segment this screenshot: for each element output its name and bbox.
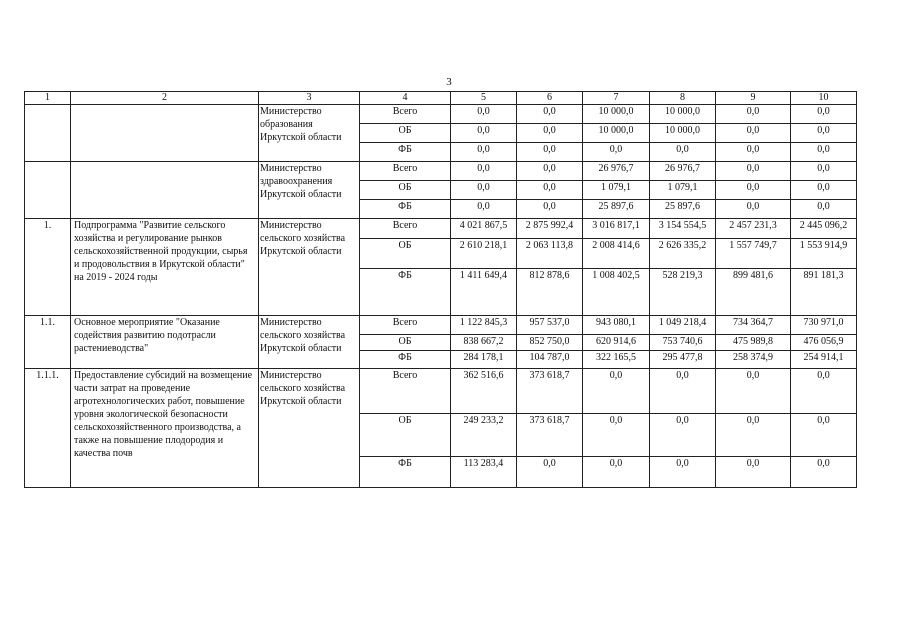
amount-cell: 0,0 xyxy=(716,143,791,162)
amount-cell: 943 080,1 xyxy=(583,316,650,335)
item-number xyxy=(25,162,71,219)
header-cell: 2 xyxy=(71,92,259,105)
amount-cell: 0,0 xyxy=(650,457,716,488)
funding-source: Всего xyxy=(360,105,451,124)
amount-cell: 0,0 xyxy=(451,200,517,219)
amount-cell: 25 897,6 xyxy=(583,200,650,219)
amount-cell: 0,0 xyxy=(451,124,517,143)
amount-cell: 0,0 xyxy=(791,105,857,124)
amount-cell: 0,0 xyxy=(517,105,583,124)
amount-cell: 0,0 xyxy=(791,414,857,457)
amount-cell: 2 063 113,8 xyxy=(517,239,583,269)
header-cell: 6 xyxy=(517,92,583,105)
funding-source: ОБ xyxy=(360,414,451,457)
amount-cell: 734 364,7 xyxy=(716,316,791,335)
amount-cell: 2 610 218,1 xyxy=(451,239,517,269)
amount-cell: 1 079,1 xyxy=(583,181,650,200)
amount-cell: 104 787,0 xyxy=(517,351,583,369)
item-name: Основное мероприятие "Оказание содействия развитию подотрасли растениеводства" xyxy=(71,316,259,369)
amount-cell: 812 878,6 xyxy=(517,269,583,316)
funding-source: Всего xyxy=(360,219,451,239)
funding-source: Всего xyxy=(360,369,451,414)
funding-source: ФБ xyxy=(360,351,451,369)
item-number: 1. xyxy=(25,219,71,316)
amount-cell: 899 481,6 xyxy=(716,269,791,316)
amount-cell: 0,0 xyxy=(716,200,791,219)
amount-cell: 0,0 xyxy=(791,124,857,143)
amount-cell: 0,0 xyxy=(650,369,716,414)
amount-cell: 0,0 xyxy=(716,105,791,124)
amount-cell: 322 165,5 xyxy=(583,351,650,369)
executor: Министерство здравоохранения Иркутской области xyxy=(259,162,360,219)
funding-source: ФБ xyxy=(360,143,451,162)
funding-source: Всего xyxy=(360,162,451,181)
amount-cell: 1 079,1 xyxy=(650,181,716,200)
amount-cell: 1 553 914,9 xyxy=(791,239,857,269)
header-cell: 8 xyxy=(650,92,716,105)
amount-cell: 113 283,4 xyxy=(451,457,517,488)
amount-cell: 0,0 xyxy=(517,200,583,219)
amount-cell: 620 914,6 xyxy=(583,335,650,351)
header-cell: 3 xyxy=(259,92,360,105)
amount-cell: 0,0 xyxy=(451,105,517,124)
amount-cell: 0,0 xyxy=(716,124,791,143)
amount-cell: 3 154 554,5 xyxy=(650,219,716,239)
header-cell: 9 xyxy=(716,92,791,105)
amount-cell: 4 021 867,5 xyxy=(451,219,517,239)
table-row xyxy=(25,105,857,124)
amount-cell: 295 477,8 xyxy=(650,351,716,369)
funding-source: ОБ xyxy=(360,181,451,200)
header-cell: 1 xyxy=(25,92,71,105)
item-name xyxy=(71,162,259,219)
amount-cell: 3 016 817,1 xyxy=(583,219,650,239)
amount-cell: 1 008 402,5 xyxy=(583,269,650,316)
amount-cell: 753 740,6 xyxy=(650,335,716,351)
amount-cell: 0,0 xyxy=(451,143,517,162)
amount-cell: 1 411 649,4 xyxy=(451,269,517,316)
header-cell: 5 xyxy=(451,92,517,105)
amount-cell: 2 008 414,6 xyxy=(583,239,650,269)
amount-cell: 1 557 749,7 xyxy=(716,239,791,269)
amount-cell: 373 618,7 xyxy=(517,414,583,457)
executor: Министерство сельского хозяйства Иркутской области xyxy=(259,316,360,369)
item-name xyxy=(71,105,259,162)
header-cell: 4 xyxy=(360,92,451,105)
amount-cell: 0,0 xyxy=(716,162,791,181)
amount-cell: 10 000,0 xyxy=(650,105,716,124)
amount-cell: 1 122 845,3 xyxy=(451,316,517,335)
funding-source: ОБ xyxy=(360,239,451,269)
amount-cell: 249 233,2 xyxy=(451,414,517,457)
amount-cell: 0,0 xyxy=(650,414,716,457)
amount-cell: 852 750,0 xyxy=(517,335,583,351)
amount-cell: 838 667,2 xyxy=(451,335,517,351)
amount-cell: 1 049 218,4 xyxy=(650,316,716,335)
table-row xyxy=(25,369,857,414)
amount-cell: 957 537,0 xyxy=(517,316,583,335)
amount-cell: 0,0 xyxy=(517,143,583,162)
amount-cell: 2 445 096,2 xyxy=(791,219,857,239)
funding-source: ФБ xyxy=(360,269,451,316)
amount-cell: 0,0 xyxy=(716,181,791,200)
amount-cell: 0,0 xyxy=(791,200,857,219)
amount-cell: 0,0 xyxy=(791,457,857,488)
amount-cell: 2 626 335,2 xyxy=(650,239,716,269)
item-number: 1.1.1. xyxy=(25,369,71,488)
executor: Министерство сельского хозяйства Иркутской области xyxy=(259,219,360,316)
amount-cell: 0,0 xyxy=(451,181,517,200)
item-number xyxy=(25,105,71,162)
amount-cell: 891 181,3 xyxy=(791,269,857,316)
amount-cell: 258 374,9 xyxy=(716,351,791,369)
amount-cell: 0,0 xyxy=(791,369,857,414)
amount-cell: 0,0 xyxy=(791,162,857,181)
budget-table xyxy=(24,91,857,488)
amount-cell: 25 897,6 xyxy=(650,200,716,219)
amount-cell: 0,0 xyxy=(517,162,583,181)
amount-cell: 0,0 xyxy=(451,162,517,181)
funding-source: ФБ xyxy=(360,200,451,219)
amount-cell: 0,0 xyxy=(650,143,716,162)
amount-cell: 373 618,7 xyxy=(517,369,583,414)
amount-cell: 0,0 xyxy=(517,181,583,200)
item-name: Подпрограмма "Развитие сельского хозяйства и регулирование рынков сельскохозяйственной продукции, сырья и продовольствия в Иркутской области" на 2019 - 2024 годы xyxy=(71,219,259,316)
amount-cell: 0,0 xyxy=(583,369,650,414)
header-cell: 10 xyxy=(791,92,857,105)
table-row xyxy=(25,219,857,239)
header-row xyxy=(25,92,857,105)
amount-cell: 0,0 xyxy=(791,181,857,200)
executor: Министерство сельского хозяйства Иркутской области xyxy=(259,369,360,488)
amount-cell: 730 971,0 xyxy=(791,316,857,335)
page-number: 3 xyxy=(446,76,452,88)
amount-cell: 254 914,1 xyxy=(791,351,857,369)
amount-cell: 0,0 xyxy=(791,143,857,162)
table-body xyxy=(25,105,857,488)
table-row xyxy=(25,316,857,335)
amount-cell: 284 178,1 xyxy=(451,351,517,369)
amount-cell: 26 976,7 xyxy=(650,162,716,181)
amount-cell: 10 000,0 xyxy=(583,105,650,124)
amount-cell: 0,0 xyxy=(517,124,583,143)
table-row xyxy=(25,162,857,181)
funding-source: ОБ xyxy=(360,335,451,351)
amount-cell: 0,0 xyxy=(716,414,791,457)
amount-cell: 0,0 xyxy=(517,457,583,488)
executor: Министерство образования Иркутской области xyxy=(259,105,360,162)
amount-cell: 0,0 xyxy=(716,457,791,488)
amount-cell: 2 457 231,3 xyxy=(716,219,791,239)
amount-cell: 0,0 xyxy=(716,369,791,414)
funding-source: ФБ xyxy=(360,457,451,488)
amount-cell: 0,0 xyxy=(583,143,650,162)
amount-cell: 0,0 xyxy=(583,414,650,457)
item-number: 1.1. xyxy=(25,316,71,369)
amount-cell: 26 976,7 xyxy=(583,162,650,181)
amount-cell: 0,0 xyxy=(583,457,650,488)
amount-cell: 10 000,0 xyxy=(650,124,716,143)
item-name: Предоставление субсидий на возмещение части затрат на проведение агротехнологических работ, повышение уровня экологической безопасности сельскохозяйственного производства, а также на повышение плодородия и качества почв xyxy=(71,369,259,488)
funding-source: ОБ xyxy=(360,124,451,143)
amount-cell: 475 989,8 xyxy=(716,335,791,351)
amount-cell: 2 875 992,4 xyxy=(517,219,583,239)
amount-cell: 10 000,0 xyxy=(583,124,650,143)
header-cell: 7 xyxy=(583,92,650,105)
funding-source: Всего xyxy=(360,316,451,335)
amount-cell: 362 516,6 xyxy=(451,369,517,414)
amount-cell: 476 056,9 xyxy=(791,335,857,351)
amount-cell: 528 219,3 xyxy=(650,269,716,316)
